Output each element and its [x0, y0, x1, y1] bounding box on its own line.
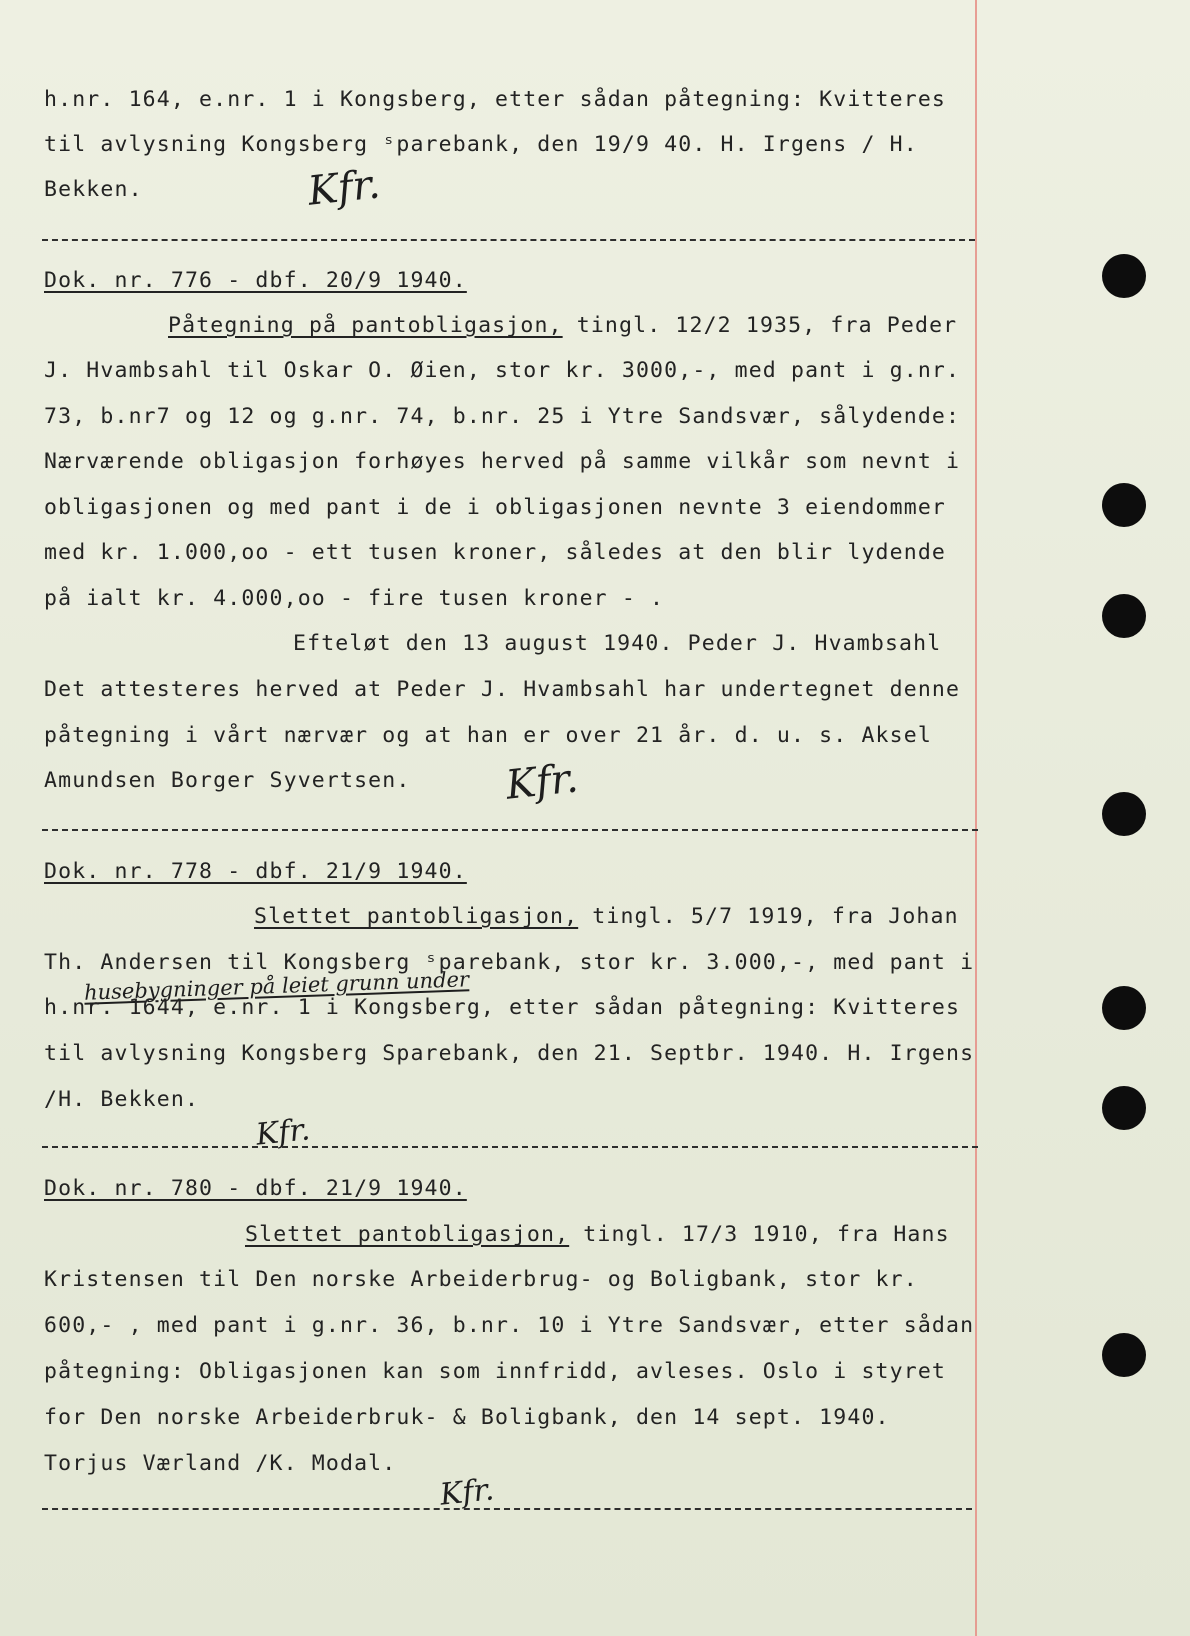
section-divider	[42, 239, 975, 241]
section-divider	[42, 829, 978, 831]
text-line: med kr. 1.000,oo - ett tusen kroner, således at den blir lydende	[44, 540, 947, 565]
text-line: på ialt kr. 4.000,oo - fire tusen kroner - .	[44, 586, 665, 611]
binder-hole	[1102, 594, 1146, 638]
binder-hole	[1102, 254, 1146, 298]
handwritten-insertion: husebygninger på leiet grunn under	[83, 967, 470, 1005]
signature-initials: Kfr.	[438, 1472, 496, 1513]
entry-title-rest: tingl. 17/3 1910, fra Hans	[569, 1222, 950, 1247]
text-line: Th. Andersen til Kongsberg ˢparebank, stor kr. 3.000,-, med pant i	[44, 950, 975, 975]
text-line: 73, b.nr7 og 12 og g.nr. 74, b.nr. 25 i Ytre Sandsvær, sålydende:	[44, 404, 961, 429]
entry-title-line	[168, 312, 957, 340]
text-line: Det attesteres herved at Peder J. Hvambsahl har undertegnet denne	[44, 677, 961, 702]
text-line: for Den norske Arbeiderbruk- & Boligbank, den 14 sept. 1940.	[44, 1405, 890, 1430]
text-line: 600,- , med pant i g.nr. 36, b.nr. 10 i Ytre Sandsvær, etter sådan	[44, 1313, 975, 1338]
entry-title-line	[245, 1221, 950, 1249]
text-line: til avlysning Kongsberg ˢparebank, den 19/9 40. H. Irgens / H.	[44, 132, 918, 157]
entry-title: Påtegning på pantobligasjon,	[168, 313, 563, 338]
text-line: /H. Bekken.	[44, 1087, 200, 1112]
entry-heading: Dok. nr. 780 - dbf. 21/9 1940.	[44, 1176, 467, 1201]
text-line: Torjus Værland /K. Modal.	[44, 1451, 397, 1476]
text-line: J. Hvambsahl til Oskar O. Øien, stor kr. 3000,-, med pant i g.nr.	[44, 358, 961, 383]
text-line: Bekken.	[44, 177, 143, 202]
binder-hole	[1102, 1333, 1146, 1377]
entry-title: Slettet pantobligasjon,	[245, 1222, 570, 1247]
signature-initials: Kfr.	[305, 161, 383, 215]
entry-heading: Dok. nr. 778 - dbf. 21/9 1940.	[44, 859, 467, 884]
entry-title-rest: tingl. 5/7 1919, fra Johan	[578, 904, 959, 929]
binder-hole	[1102, 1086, 1146, 1130]
text-line: Nærværende obligasjon forhøyes herved på samme vilkår som nevnt i	[44, 449, 961, 474]
margin-rule	[975, 0, 977, 1636]
signature-initials: Kfr.	[503, 755, 581, 809]
section-divider	[42, 1508, 972, 1510]
entry-title: Slettet pantobligasjon,	[254, 904, 579, 929]
text-line: h.nr. 164, e.nr. 1 i Kongsberg, etter sådan påtegning: Kvitteres	[44, 87, 947, 112]
text-line: Amundsen Borger Syvertsen.	[44, 768, 411, 793]
text-line: påtegning: Obligasjonen kan som innfridd, avleses. Oslo i styret	[44, 1359, 947, 1384]
signature-initials: Kfr.	[254, 1112, 312, 1153]
text-line: h.nr. 1644, e.nr. 1 i Kongsberg, etter sådan påtegning: Kvitteres	[44, 995, 961, 1020]
text-line: obligasjonen og med pant i de i obligasjonen nevnte 3 eiendommer	[44, 495, 947, 520]
binder-hole	[1102, 483, 1146, 527]
text-line: Efteløt den 13 august 1940. Peder J. Hvambsahl	[293, 631, 942, 656]
text-line: påtegning i vårt nærvær og at han er over 21 år. d. u. s. Aksel	[44, 723, 932, 748]
binder-hole	[1102, 986, 1146, 1030]
text-line: Kristensen til Den norske Arbeiderbrug- og Boligbank, stor kr.	[44, 1267, 918, 1292]
entry-title-rest: tingl. 12/2 1935, fra Peder	[562, 313, 958, 338]
binder-hole	[1102, 792, 1146, 836]
entry-heading: Dok. nr. 776 - dbf. 20/9 1940.	[44, 268, 467, 293]
entry-title-line	[254, 903, 959, 931]
text-line: til avlysning Kongsberg Sparebank, den 21. Septbr. 1940. H. Irgens	[44, 1041, 975, 1066]
section-divider	[42, 1146, 978, 1148]
